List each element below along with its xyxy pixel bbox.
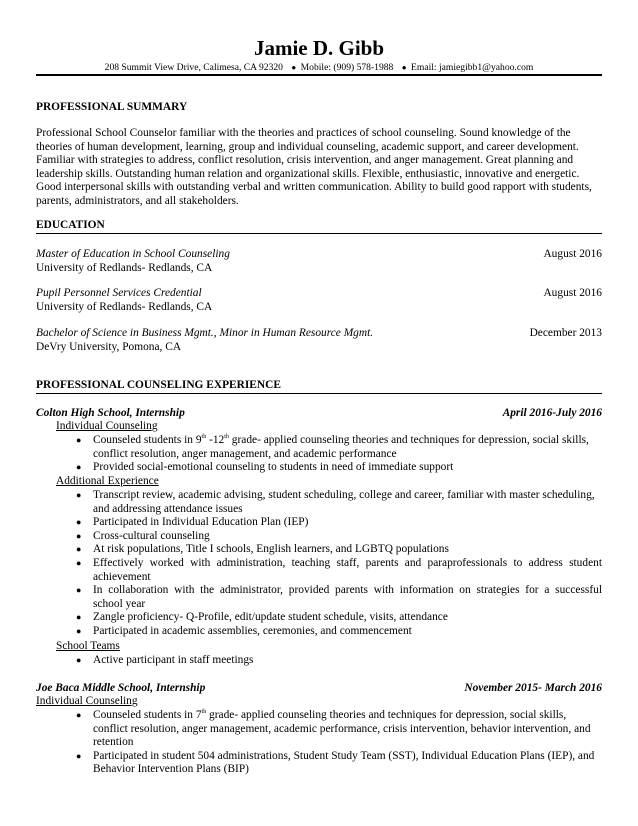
- job-dates: November 2015- March 2016: [464, 682, 602, 694]
- bullet-text: conflict resolution, anger management, academic performance, crisis intervention, behavior intervention, and: [93, 722, 591, 735]
- list-item: [76, 557, 602, 584]
- bullet-icon: ●: [76, 655, 82, 665]
- bullet-icon: ●: [76, 750, 82, 761]
- list-item: [76, 516, 602, 530]
- bullet-text: achievement: [93, 570, 151, 583]
- bullet-list: [76, 654, 602, 668]
- address: 208 Summit View Drive, Calimesa, CA 92320: [104, 62, 283, 73]
- list-item: [76, 461, 602, 475]
- school: DeVry University, Pomona, CA: [36, 340, 182, 353]
- job-subsection-label: Individual Counseling: [36, 695, 138, 707]
- bullet-text: Cross-cultural counseling: [93, 529, 210, 542]
- bullet-list: [76, 434, 602, 475]
- bullet-text: Zangle proficiency- Q-Profile, edit/update student schedule, visits, attendance: [93, 611, 448, 624]
- education-entry: [36, 287, 602, 314]
- education-entry: [36, 248, 602, 275]
- job-header: [36, 407, 602, 421]
- summary-paragraph: [36, 127, 602, 209]
- education-divider: [36, 233, 602, 234]
- bullet-text: Participated in academic assemblies, ceremonies, and commencement: [93, 624, 412, 637]
- summary-line: Familiar with strategies to address, conflict resolution, crisis intervention, and anger management. Great planning and: [36, 154, 574, 167]
- date: August 2016: [543, 287, 602, 299]
- candidate-name: Jamie D. Gibb: [253, 36, 385, 60]
- experience-divider: [36, 393, 602, 394]
- degree: Bachelor of Science in Business Mgmt., Minor in Human Resource Mgmt.: [36, 327, 374, 339]
- summary-line: Good interpersonal skills with outstanding verbal and written communication. Ability to build good rapport with students,: [36, 181, 592, 194]
- job-organization: Colton High School, Internship: [36, 407, 185, 419]
- list-item: [76, 625, 602, 639]
- summary-heading: PROFESSIONAL SUMMARY: [36, 101, 188, 113]
- job-subsection-label: Individual Counseling: [56, 420, 158, 432]
- list-item: [76, 530, 602, 544]
- experience-heading: PROFESSIONAL COUNSELING EXPERIENCE: [36, 379, 281, 391]
- bullet-text: Counseled students in 7th grade- applied counseling theories and techniques for depression, social skills,: [93, 709, 567, 721]
- bullet-text: Behavior Intervention Plans (BIP): [93, 763, 249, 776]
- bullet-list: [76, 489, 602, 639]
- bullet-text: Transcript review, academic advising, student scheduling, college and career, familiar with master scheduling,: [93, 489, 595, 501]
- list-item: [76, 434, 602, 461]
- job-subsection-label: School Teams: [56, 640, 120, 652]
- bullet-text: school year: [93, 597, 146, 610]
- bullet-icon: ●: [76, 462, 82, 473]
- bullet-icon: ●: [76, 490, 82, 500]
- bullet-list: [76, 709, 602, 777]
- contact-line: [36, 62, 602, 74]
- bullet-icon: ●: [76, 585, 82, 596]
- bullet-separator-icon: ●: [291, 63, 297, 72]
- bullet-icon: ●: [76, 710, 82, 720]
- list-item: [76, 611, 602, 625]
- list-item: [76, 750, 602, 777]
- bullet-icon: ●: [76, 612, 82, 623]
- education-entry: [36, 327, 602, 354]
- bullet-icon: ●: [76, 517, 82, 528]
- degree: Master of Education in School Counseling: [36, 248, 230, 260]
- bullet-text: conflict resolution, anger management, and academic performance: [93, 447, 397, 460]
- bullet-icon: ●: [76, 530, 82, 541]
- email: Email: jamiegibb1@yahoo.com: [411, 62, 534, 73]
- header-divider: [36, 74, 602, 76]
- school: University of Redlands- Redlands, CA: [36, 300, 213, 313]
- bullet-icon: ●: [76, 435, 82, 445]
- list-item: [76, 709, 602, 750]
- list-item: [76, 543, 602, 557]
- summary-line: theories of human development, learning, group and individual counseling, academic support, and career development.: [36, 140, 579, 153]
- date: December 2013: [529, 327, 602, 339]
- mobile: Mobile: (909) 578-1988: [300, 62, 394, 73]
- school: University of Redlands- Redlands, CA: [36, 261, 213, 274]
- job-organization: Joe Baca Middle School, Internship: [36, 682, 206, 694]
- bullet-icon: ●: [76, 544, 82, 555]
- bullet-text: Counseled students in 9th -12th grade- applied counseling theories and techniques for depression, social skills,: [93, 434, 589, 446]
- summary-line: parents, administrators, and all stakeholders.: [36, 194, 239, 207]
- list-item: [76, 654, 602, 668]
- bullet-icon: ●: [76, 557, 82, 568]
- bullet-text: Participated in Individual Education Plan (IEP): [93, 516, 309, 529]
- degree: Pupil Personnel Services Credential: [36, 287, 202, 299]
- bullet-text: At risk populations, Title I schools, English learners, and LGBTQ populations: [93, 543, 449, 556]
- summary-line: Professional School Counselor familiar with the theories and practices of school counseling. Sound knowledge of the: [36, 127, 571, 139]
- bullet-separator-icon: ●: [401, 63, 407, 72]
- bullet-text: Participated in student 504 administrations, Student Study Team (SST), Individual Education Plans (IEP), and: [93, 749, 595, 762]
- list-item: [76, 489, 602, 516]
- date: August 2016: [543, 248, 602, 260]
- bullet-text: Active participant in staff meetings: [93, 654, 254, 666]
- job-header: [36, 682, 602, 696]
- bullet-text: Provided social-emotional counseling to students in need of immediate support: [93, 461, 454, 474]
- education-heading: EDUCATION: [36, 219, 105, 231]
- bullet-text: In collaboration with the administrator, provided parents with information on strategies for a successful: [93, 584, 602, 597]
- bullet-text: Effectively worked with administration, teaching staff, parents and paraprofessionals to address student: [93, 556, 602, 569]
- bullet-text: and addressing attendance issues: [93, 502, 243, 515]
- bullet-text: retention: [93, 736, 134, 749]
- job-subsection-label: Additional Experience: [56, 475, 159, 487]
- summary-line: leadership skills. Outstanding human relation and organizational skills. Flexible, enthusiastic, innovative and energetic.: [36, 167, 580, 180]
- bullet-icon: ●: [76, 625, 82, 636]
- job-dates: April 2016-July 2016: [502, 407, 602, 419]
- list-item: [76, 584, 602, 611]
